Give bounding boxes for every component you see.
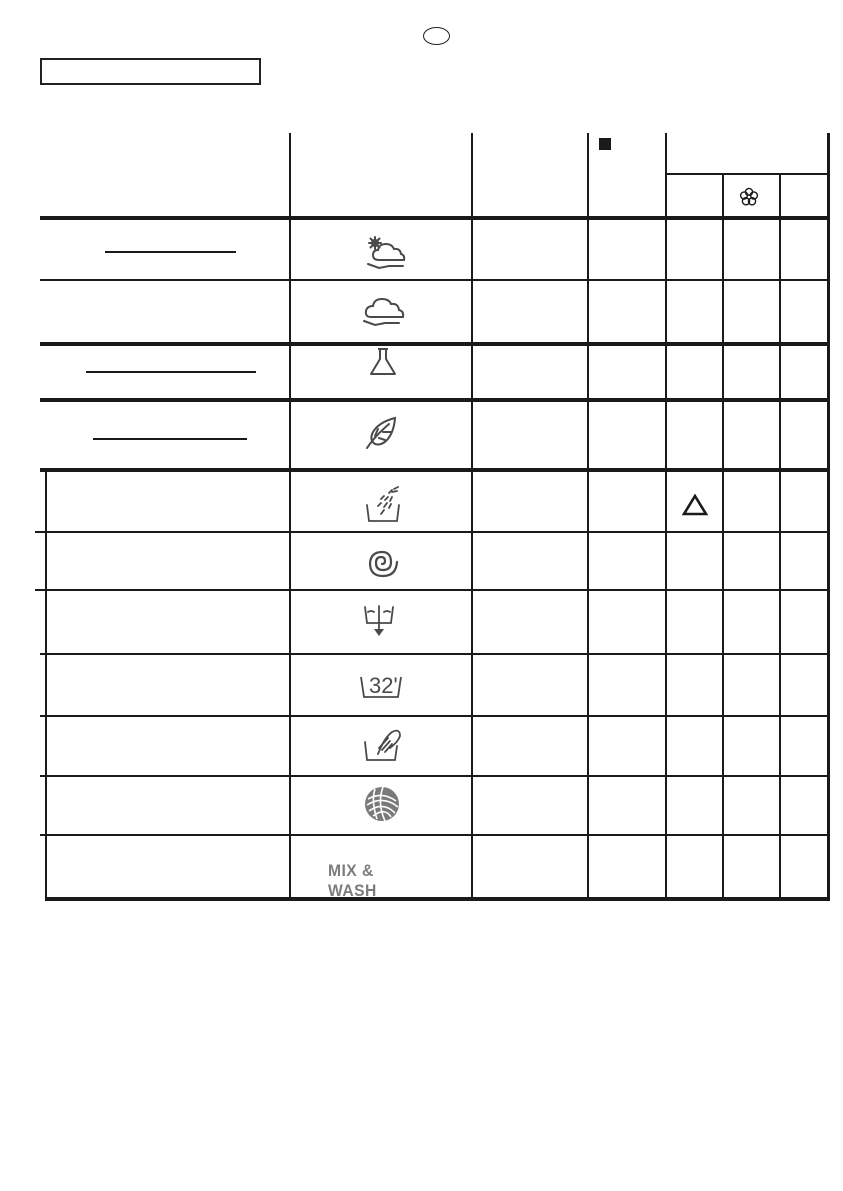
- row-rule: [40, 834, 830, 836]
- wool-ball-icon: [361, 783, 403, 825]
- language-oval: [423, 27, 450, 45]
- col-divider: [587, 133, 589, 897]
- mix-and-wash-label: MIX & WASH: [328, 861, 377, 900]
- basin-32-label: 32': [369, 673, 398, 698]
- row-rule: [35, 531, 830, 533]
- row-rule: [40, 653, 830, 655]
- row-rule: [40, 715, 830, 717]
- table-right-border: [827, 133, 830, 900]
- col-divider: [471, 133, 473, 897]
- col-divider: [779, 174, 781, 897]
- label-underline: [86, 371, 256, 373]
- table-bottom-rule: [45, 897, 830, 901]
- flower-softener-icon: [738, 186, 760, 208]
- group-rule: [40, 342, 830, 346]
- flask-icon: [366, 346, 400, 378]
- row-rule: [40, 775, 830, 777]
- table-left-border: [45, 470, 47, 900]
- group-rule: [40, 468, 830, 472]
- basin-32-icon: [358, 665, 406, 703]
- rinse-shower-icon: [364, 485, 406, 525]
- row-rule: [40, 279, 830, 281]
- label-underline: [93, 438, 247, 440]
- col-divider: [665, 133, 667, 897]
- sun-cloud-icon: [361, 233, 411, 273]
- spiral-spin-icon: [361, 543, 403, 585]
- subheader-rule: [665, 173, 829, 175]
- cloud-icon: [361, 293, 409, 331]
- row-rule: [35, 589, 830, 591]
- header-bottom-rule: [40, 216, 830, 220]
- hand-wash-icon: [362, 724, 404, 766]
- feather-icon: [361, 414, 405, 452]
- black-square-icon: [599, 138, 611, 150]
- drain-arrow-icon: [362, 603, 396, 639]
- col-divider: [722, 174, 724, 897]
- label-underline: [105, 251, 236, 253]
- col-divider: [289, 133, 291, 897]
- title-box: [40, 58, 261, 85]
- warning-triangle-icon: [682, 494, 708, 516]
- group-rule: [40, 398, 830, 402]
